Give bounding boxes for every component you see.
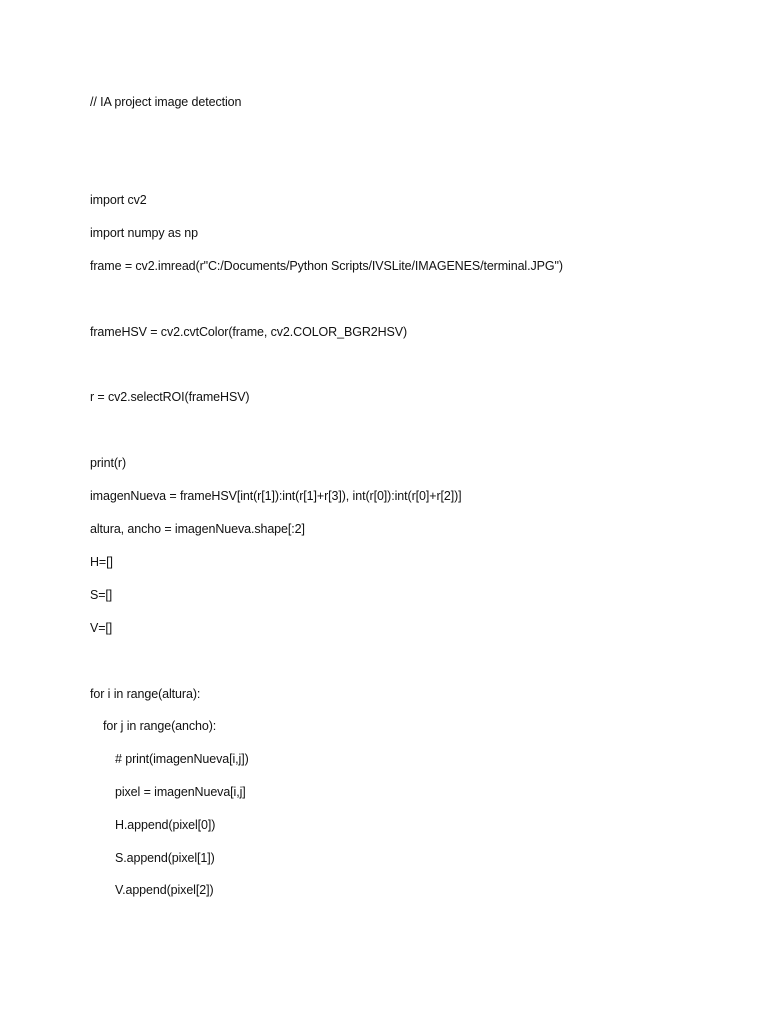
code-line-h-append: H.append(pixel[0]) <box>115 818 216 832</box>
code-line-for-i: for i in range(altura): <box>90 687 201 701</box>
code-line-pixel: pixel = imagenNueva[i,j] <box>115 785 246 799</box>
code-line-imread: frame = cv2.imread(r"C:/Documents/Python Scripts/IVSLite/IMAGENES/terminal.JPG") <box>90 259 563 273</box>
code-line-s-list: S=[] <box>90 588 113 602</box>
code-line-shape: altura, ancho = imagenNueva.shape[:2] <box>90 522 305 536</box>
code-line-selectroi: r = cv2.selectROI(frameHSV) <box>90 390 250 404</box>
code-line-import-numpy: import numpy as np <box>90 226 198 240</box>
code-line-import-cv2: import cv2 <box>90 193 147 207</box>
code-line-s-append: S.append(pixel[1]) <box>115 851 215 865</box>
code-line-v-append: V.append(pixel[2]) <box>115 883 214 897</box>
code-line-for-j: for j in range(ancho): <box>103 719 217 733</box>
code-line-print-r: print(r) <box>90 456 127 470</box>
code-line-cvtcolor: frameHSV = cv2.cvtColor(frame, cv2.COLOR_BGR2HSV) <box>90 325 408 339</box>
code-line-imagennueva: imagenNueva = frameHSV[int(r[1]):int(r[1]+r[3]), int(r[0]):int(r[0]+r[2])] <box>90 489 462 503</box>
code-line-h-list: H=[] <box>90 555 113 569</box>
code-line-comment-print: # print(imagenNueva[i,j]) <box>115 752 249 766</box>
comment-line: // IA project image detection <box>90 95 242 109</box>
code-line-v-list: V=[] <box>90 621 113 635</box>
